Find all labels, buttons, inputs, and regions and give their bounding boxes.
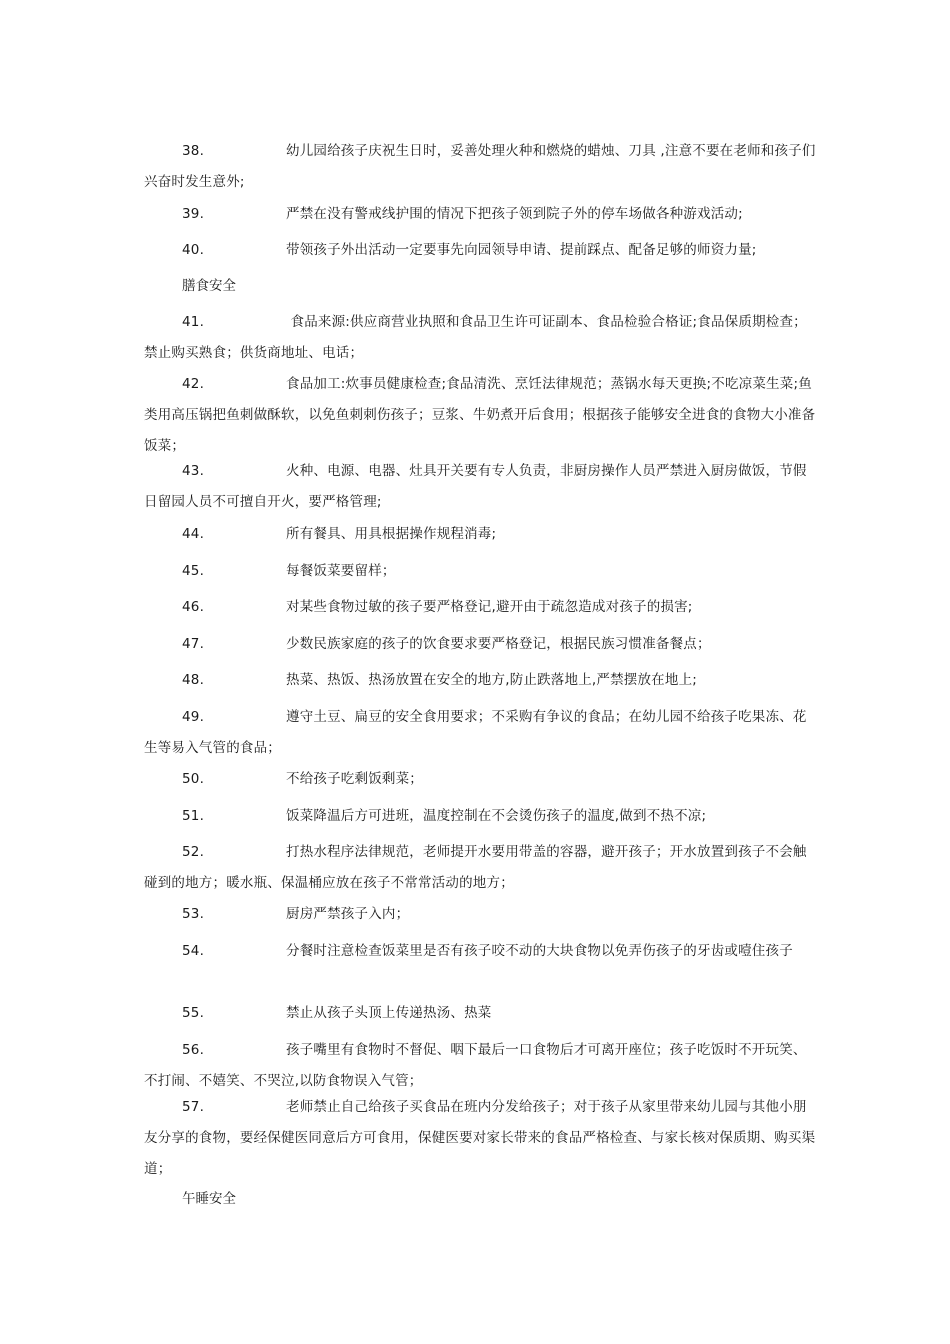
list-item xyxy=(144,307,816,369)
section-heading: 膳食安全 xyxy=(182,277,236,294)
list-item xyxy=(144,764,816,795)
item-text: 每餐饭菜要留样； xyxy=(286,562,396,579)
item-text: 严禁在没有警戒线护围的情况下把孩子领到院子外的停车场做各种游戏活动; xyxy=(286,205,743,222)
list-item xyxy=(144,998,816,1029)
item-number: 42. xyxy=(182,375,205,392)
item-number: 40. xyxy=(182,241,205,258)
list-item xyxy=(144,199,816,230)
item-number: 44. xyxy=(182,525,205,542)
item-text: 老师禁止自己给孩子买食品在班内分发给孩子；对于孩子从家里带来幼儿园与其他小朋友分享的食物，要经保健医同意后方可食用，保健医要对家长带来的食品严格检查、与家长核对保质期、购买渠道； xyxy=(144,1098,816,1177)
item-number: 41. xyxy=(182,313,205,330)
item-number: 54. xyxy=(182,942,205,959)
list-item xyxy=(144,519,816,550)
list-item xyxy=(144,235,816,266)
list-item xyxy=(144,369,816,462)
item-text: 热菜、热饭、热汤放置在安全的地方,防止跌落地上,严禁摆放在地上; xyxy=(286,671,698,688)
item-text: 对某些食物过敏的孩子要严格登记,避开由于疏忽造成对孩子的损害; xyxy=(286,598,693,615)
item-number: 56. xyxy=(182,1041,205,1058)
item-number: 50. xyxy=(182,770,205,787)
item-number: 55. xyxy=(182,1004,205,1021)
item-text: 带领孩子外出活动一定要事先向园领导申请、提前踩点、配备足够的师资力量; xyxy=(286,241,757,258)
item-number: 53. xyxy=(182,905,205,922)
item-text: 食品来源:供应商营业执照和食品卫生许可证副本、食品检验合格证;食品保质期检查；禁止购买熟食；供货商地址、电话； xyxy=(144,313,807,361)
item-number: 52. xyxy=(182,843,205,860)
list-item xyxy=(144,456,816,518)
list-item xyxy=(144,801,816,832)
item-text: 分餐时注意检查饭菜里是否有孩子咬不动的大块食物以免弄伤孩子的牙齿或噎住孩子 xyxy=(286,942,793,959)
list-item xyxy=(144,899,816,930)
list-item xyxy=(144,702,816,764)
item-text: 不给孩子吃剩饭剩菜； xyxy=(286,770,423,787)
item-text: 孩子嘴里有食物时不督促、咽下最后一口食物后才可离开座位；孩子吃饭时不开玩笑、不打闹、不嬉笑、不哭泣,以防食物误入气管； xyxy=(144,1041,807,1089)
item-text: 所有餐具、用具根据操作规程消毒; xyxy=(286,525,497,542)
item-number: 48. xyxy=(182,671,205,688)
item-number: 49. xyxy=(182,708,205,725)
item-number: 47. xyxy=(182,635,205,652)
item-number: 51. xyxy=(182,807,205,824)
list-item xyxy=(144,1092,816,1185)
item-text: 厨房严禁孩子入内； xyxy=(286,905,410,922)
item-text: 火种、电源、电器、灶具开关要有专人负责，非厨房操作人员严禁进入厨房做饭，节假日留园人员不可擅自开火，要严格管理; xyxy=(144,462,807,510)
list-item xyxy=(144,665,816,696)
list-item xyxy=(144,629,816,660)
item-number: 46. xyxy=(182,598,205,615)
item-number: 43. xyxy=(182,462,205,479)
list-item xyxy=(144,1035,816,1097)
item-number: 45. xyxy=(182,562,205,579)
list-item xyxy=(144,936,816,967)
list-item xyxy=(144,592,816,623)
item-text: 饭菜降温后方可进班，温度控制在不会烫伤孩子的温度,做到不热不凉; xyxy=(286,807,707,824)
section-heading: 午睡安全 xyxy=(182,1190,236,1207)
item-text: 食品加工:炊事员健康检查;食品清洗、烹饪法律规范；蒸锅水每天更换;不吃凉菜生菜;鱼类用高压锅把鱼刺做酥软，以免鱼刺刺伤孩子；豆浆、牛奶煮开后食用；根据孩子能够安全进食的食物大小准备饭菜； xyxy=(144,375,816,454)
list-item xyxy=(144,136,816,198)
item-text: 禁止从孩子头顶上传递热汤、热菜 xyxy=(286,1004,492,1021)
item-text: 遵守土豆、扁豆的安全食用要求；不采购有争议的食品；在幼儿园不给孩子吃果冻、花生等易入气管的食品； xyxy=(144,708,807,756)
item-number: 57. xyxy=(182,1098,205,1115)
item-text: 打热水程序法律规范，老师提开水要用带盖的容器，避开孩子；开水放置到孩子不会触碰到的地方；暖水瓶、保温桶应放在孩子不常常活动的地方； xyxy=(144,843,807,891)
item-text: 少数民族家庭的孩子的饮食要求要严格登记，根据民族习惯准备餐点； xyxy=(286,635,711,652)
list-item xyxy=(144,837,816,899)
list-item xyxy=(144,556,816,587)
item-number: 38. xyxy=(182,142,205,159)
item-text: 幼儿园给孩子庆祝生日时，妥善处理火种和燃烧的蜡烛、刀具 ,注意不要在老师和孩子们兴奋时发生意外; xyxy=(144,142,816,190)
item-number: 39. xyxy=(182,205,205,222)
